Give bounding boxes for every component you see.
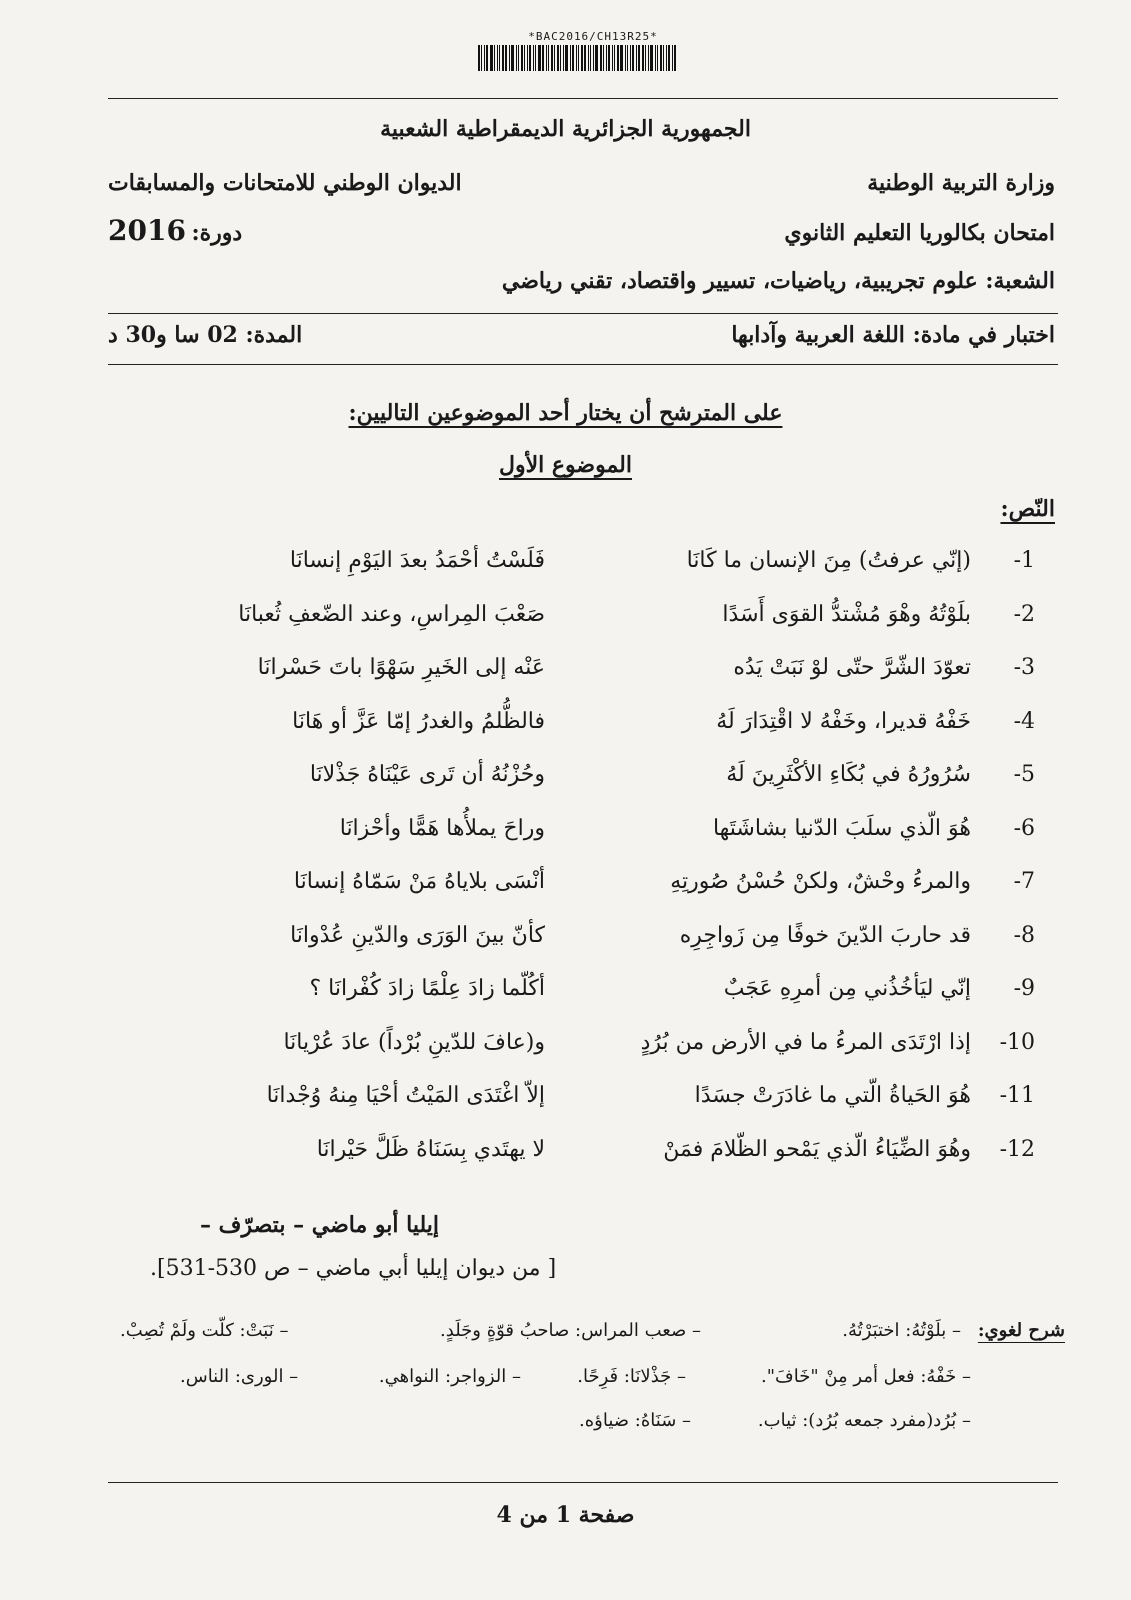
barcode-bar — [557, 45, 559, 71]
republic-title: الجمهورية الجزائرية الديمقراطية الشعبية — [380, 116, 751, 142]
verse-second-hemistich: فالظُّلمُ والغدرُ إمّا عَزَّ أو هَانَا — [292, 709, 545, 734]
session-year: 2016 — [108, 214, 186, 247]
barcode-bar — [502, 45, 504, 71]
subject — [731, 322, 1055, 348]
barcode-bar — [620, 45, 623, 71]
barcode-bar — [584, 45, 586, 71]
verse-first-hemistich: والمرءُ وحْشٌ، ولكنْ حُسْنُ صُورتِهِ — [670, 869, 971, 894]
verse-number: -6 — [1013, 816, 1035, 841]
gloss-item: – بلَوْتُهُ: اختبَرْتُهُ. — [842, 1320, 961, 1341]
gloss-item: – الورى: الناس. — [180, 1366, 299, 1387]
barcode-code: *BAC2016/CH13R25* — [528, 30, 658, 43]
barcode-bar — [608, 45, 610, 71]
barcode-bar — [595, 45, 598, 71]
barcode-bar — [636, 45, 637, 71]
verse-first-hemistich: تعوّدَ الشّرَّ حتّى لوْ نَبَتْ يَدُه — [733, 655, 971, 680]
barcode-bar — [578, 45, 579, 71]
barcode-bar — [593, 45, 594, 71]
barcode-bar — [518, 45, 519, 71]
glossary-label: شرح لغوي: — [977, 1320, 1065, 1341]
gloss-item: – صعب المراس: صاحبُ قوّةٍ وجَلَدٍ. — [440, 1320, 701, 1341]
barcode-bar — [576, 45, 577, 71]
barcode-bar — [627, 45, 628, 71]
barcode-bar — [660, 45, 662, 71]
verse-second-hemistich: عَنْه إلى الخَيرِ سَهْوًا باتَ حَسْرانَا — [257, 655, 545, 680]
barcode-bar — [521, 45, 523, 71]
barcode-bar — [538, 45, 541, 71]
barcode-bar — [546, 45, 547, 71]
verse-number: -11 — [999, 1083, 1035, 1108]
verse-first-hemistich: (إنّي عرفتُ) مِنَ الإنسان ما كَانَا — [686, 548, 971, 573]
barcode-bar — [581, 45, 583, 71]
verse-number: -4 — [1013, 709, 1035, 734]
barcode-bar — [565, 45, 568, 71]
barcode-bars — [478, 45, 708, 71]
barcode-bar — [497, 45, 498, 71]
duration: المدة: 02 سا و30 د — [108, 322, 303, 348]
barcode-bar — [650, 45, 653, 71]
verse-second-hemistich: كأنّ بينَ الوَرَى والدّينِ عُدْوانَا — [290, 923, 545, 948]
barcode-bar — [572, 45, 574, 71]
session — [108, 214, 242, 247]
source: [ من ديوان إيليا أبي ماضي – ص 530-531]. — [150, 1256, 557, 1281]
bottom-divider — [108, 1482, 1058, 1483]
ministry-name: وزارة التربية الوطنية — [867, 170, 1055, 196]
verse-second-hemistich: إلاّ اغْتَدَى المَيْتُ أحْيَا مِنهُ وُجْدانَا — [266, 1083, 545, 1108]
barcode-bar — [603, 45, 604, 71]
verse-second-hemistich: أنْسَى بلاياهُ مَنْ سَمّاهُ إنسانَا — [293, 869, 545, 894]
session-label: دورة: — [191, 220, 243, 246]
verse-first-hemistich: خَفْهُ قديرا، وخَفْهُ لا اقْتِدَارَ لَهُ — [716, 709, 971, 734]
barcode-bar — [481, 45, 482, 71]
verse-number: -10 — [999, 1030, 1035, 1055]
page-number: صفحة 1 من 4 — [496, 1502, 635, 1528]
barcode-bar — [516, 45, 517, 71]
office-name: الديوان الوطني للامتحانات والمسابقات — [108, 170, 462, 196]
verse-first-hemistich: وهُوَ الضِّيَاءُ الّذي يَمْحو الظّلامَ فمَنْ — [663, 1137, 971, 1162]
instructions: على المترشح أن يختار أحد الموضوعين التاليين: — [348, 400, 783, 426]
gloss-item: – الزواجر: النواهي. — [378, 1366, 521, 1387]
barcode-bar — [632, 45, 634, 71]
verse-number: -2 — [1013, 602, 1035, 627]
barcode-bar — [600, 45, 602, 71]
barcode-bar — [570, 45, 571, 71]
verse-second-hemistich: و(عافَ للدّينِ بُرْداً) عادَ عُرْيانَا — [283, 1030, 545, 1055]
barcode-bar — [625, 45, 626, 71]
barcode-bar — [486, 45, 488, 71]
header-divider — [108, 313, 1058, 314]
gloss-item: – سَنَاهُ: ضياؤه. — [579, 1410, 691, 1431]
barcode — [478, 30, 708, 71]
barcode-bar — [655, 45, 656, 71]
branch-value: علوم تجريبية، رياضيات، تسيير واقتصاد، تقني رياضي — [501, 268, 978, 294]
barcode-bar — [663, 45, 664, 71]
barcode-bar — [638, 45, 640, 71]
verse-number: -9 — [1013, 976, 1035, 1001]
verse-second-hemistich: وراحَ يملأُها هَمًّا وأحْزانَا — [339, 816, 545, 841]
barcode-bar — [548, 45, 549, 71]
text-label: النّص: — [1000, 496, 1055, 522]
barcode-bar — [554, 45, 555, 71]
subject-divider — [108, 364, 1058, 365]
barcode-bar — [606, 45, 607, 71]
verse-second-hemistich: فَلَسْتُ أحْمَدُ بعدَ اليَوْمِ إنسانَا — [289, 548, 545, 573]
barcode-bar — [490, 45, 493, 71]
verse-number: -12 — [999, 1137, 1035, 1162]
verse-second-hemistich: صَعْبَ المِراسِ، وعند الضّعفِ ثُعبانَا — [238, 602, 545, 627]
barcode-bar — [551, 45, 553, 71]
verse-number: -5 — [1013, 762, 1035, 787]
verse-first-hemistich: إذا ارْتَدَى المرءُ ما في الأرض من بُرُدٍ — [640, 1030, 971, 1055]
top-divider — [108, 98, 1058, 99]
barcode-bar — [645, 45, 646, 71]
barcode-bar — [648, 45, 649, 71]
verse-number: -3 — [1013, 655, 1035, 680]
barcode-bar — [642, 45, 644, 71]
verse-first-hemistich: بلَوْتُهُ وهْوَ مُشْتدُّ القوَى أَسَدًا — [722, 602, 971, 627]
gloss-item: – بُرُد(مفرد جمعه بُرُد): ثياب. — [757, 1410, 971, 1431]
barcode-bar — [666, 45, 667, 71]
exam-name: امتحان بكالوريا التعليم الثانوي — [784, 220, 1055, 246]
barcode-bar — [617, 45, 619, 71]
barcode-bar — [668, 45, 670, 71]
branch — [502, 268, 1055, 294]
barcode-bar — [657, 45, 658, 71]
barcode-bar — [484, 45, 485, 71]
verse-second-hemistich: لا يهتَدي بِسَنَاهُ ظَلَّ حَيْرانَا — [316, 1137, 545, 1162]
subject-label: اختبار في مادة: — [912, 322, 1055, 348]
barcode-bar — [612, 45, 613, 71]
verse-first-hemistich: هُوَ الحَياةُ الّتي ما غادَرَتْ جسَدًا — [694, 1083, 971, 1108]
barcode-bar — [535, 45, 536, 71]
barcode-bar — [560, 45, 561, 71]
subject-value: اللغة العربية وآدابها — [731, 322, 905, 348]
barcode-bar — [533, 45, 534, 71]
barcode-bar — [542, 45, 544, 71]
barcode-bar — [630, 45, 631, 71]
verse-first-hemistich: قد حاربَ الدّينَ خوفًا مِن زَواجِرِه — [679, 923, 971, 948]
barcode-bar — [494, 45, 495, 71]
topic-title: الموضوع الأول — [499, 452, 632, 478]
barcode-bar — [672, 45, 673, 71]
barcode-bar — [505, 45, 507, 71]
barcode-bar — [499, 45, 500, 71]
verse-second-hemistich: وحُزْنُهُ أن تَرى عَيْنَاهُ جَذْلانَا — [309, 762, 545, 787]
verse-first-hemistich: هُوَ الّذي سلَبَ الدّنيا بشاشَتَها — [712, 816, 971, 841]
verse-first-hemistich: إنّي ليَأخُذُني مِن أمرِهِ عَجَبٌ — [723, 976, 971, 1001]
barcode-bar — [590, 45, 591, 71]
barcode-bar — [563, 45, 564, 71]
gloss-item: – خَفْهُ: فعل أمر مِنْ "خَافَ". — [761, 1366, 971, 1387]
barcode-bar — [524, 45, 525, 71]
barcode-bar — [588, 45, 589, 71]
gloss-item: – نَبَتْ: كلّت ولَمْ تُصِبْ. — [120, 1320, 289, 1341]
barcode-bar — [529, 45, 531, 71]
barcode-bar — [527, 45, 528, 71]
barcode-bar — [674, 45, 676, 71]
verse-second-hemistich: أكُلّما زادَ عِلْمًا زادَ كُفْرانَا ؟ — [309, 976, 545, 1001]
verse-number: -7 — [1013, 869, 1035, 894]
verse-number: -1 — [1013, 548, 1035, 573]
barcode-bar — [478, 45, 480, 71]
barcode-bar — [511, 45, 514, 71]
branch-label: الشعبة: — [985, 268, 1055, 294]
gloss-item: – جَذْلانَا: فَرِحًا. — [577, 1366, 686, 1387]
barcode-bar — [614, 45, 615, 71]
verse-number: -8 — [1013, 923, 1035, 948]
author: إيليا أبو ماضي – بتصرّف – — [200, 1212, 440, 1238]
barcode-bar — [509, 45, 510, 71]
verse-first-hemistich: سُرُورُهُ في بُكَاءِ الأكْثَرِينَ لَهُ — [726, 762, 971, 787]
